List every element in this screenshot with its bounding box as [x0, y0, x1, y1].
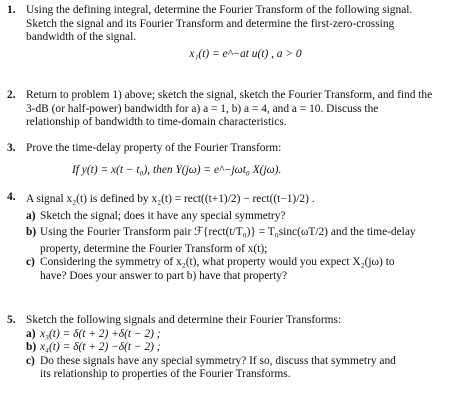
problem-text-line: relationship of bandwidth to time-domain characteristics.	[26, 116, 287, 129]
part-text: have? Does your answer to part b) have that property?	[40, 269, 288, 282]
problem-text-line: bandwidth of the signal.	[26, 31, 137, 44]
part-text: Sketch the signal; does it have any special symmetry?	[40, 209, 286, 222]
part-text: Considering the symmetry of x₂(t), what property would you expect X₂(jω) to	[40, 256, 395, 269]
problem-number: 3.	[7, 142, 16, 154]
problem-1	[7, 4, 465, 61]
part-text: Do these signals have any special symmetry? If so, discuss that symmetry and	[40, 354, 396, 367]
part-label: c)	[26, 256, 35, 269]
problem-part-b	[26, 226, 465, 256]
problem-2	[7, 89, 465, 130]
equation: If y(t) = x(t − t₀), then Y(jω) = e^−jωt₀ X(jω).	[72, 163, 282, 176]
part-label: b)	[26, 341, 37, 354]
part-text: Using the Fourier Transform pair ℱ{rect(t/T₀)} = T₀sinc(ωT/2) and the time-delay	[40, 226, 416, 239]
problem-part-c	[26, 355, 465, 382]
part-label: c)	[26, 354, 35, 367]
part-text: its relationship to properties of the Fourier Transforms.	[40, 368, 291, 381]
problem-intro: Sketch the following signals and determine their Fourier Transforms:	[26, 314, 342, 326]
problem-text-line: 3-dB (or half-power) bandwidth for a) a = 1, b) a = 4, and a = 10. Discuss the	[26, 102, 379, 115]
problem-text-line: Sketch the signal and its Fourier Transform and determine the first-zero-crossing	[26, 17, 395, 30]
problem-text-line: Return to problem 1) above; sketch the signal, sketch the Fourier Transform, and find the	[26, 89, 433, 101]
equation: x₁(t) = e^−at u(t) , a > 0	[189, 47, 302, 60]
problem-text-line: Using the defining integral, determine the Fourier Transform of the following signal.	[26, 4, 413, 16]
problem-4	[7, 191, 465, 284]
problem-part-c	[26, 256, 465, 283]
part-label: a)	[26, 327, 36, 340]
part-label: b)	[26, 226, 37, 239]
problem-intro: A signal x₂(t) is defined by x₂(t) = rect((t+1)/2) − rect((t−1)/2) .	[26, 193, 315, 205]
problem-5	[7, 314, 465, 382]
problem-number: 1.	[7, 4, 16, 16]
problem-3	[7, 142, 465, 177]
part-label: a)	[26, 209, 36, 222]
problem-part-a	[26, 328, 465, 342]
part-text: x₃(t) = δ(t + 2) +δ(t − 2) ;	[40, 327, 161, 340]
part-text: property, determine the Fourier Transform of x(t);	[40, 242, 268, 255]
problem-number: 4.	[7, 191, 16, 203]
problem-number: 5.	[7, 314, 16, 326]
problem-text-line: Prove the time-delay property of the Fourier Transform:	[26, 142, 282, 154]
problem-part-b	[26, 341, 465, 355]
problem-part-a	[26, 210, 465, 224]
problem-number: 2.	[7, 89, 16, 101]
part-text: x₄(t) = δ(t + 2) −δ(t − 2) ;	[40, 341, 161, 354]
